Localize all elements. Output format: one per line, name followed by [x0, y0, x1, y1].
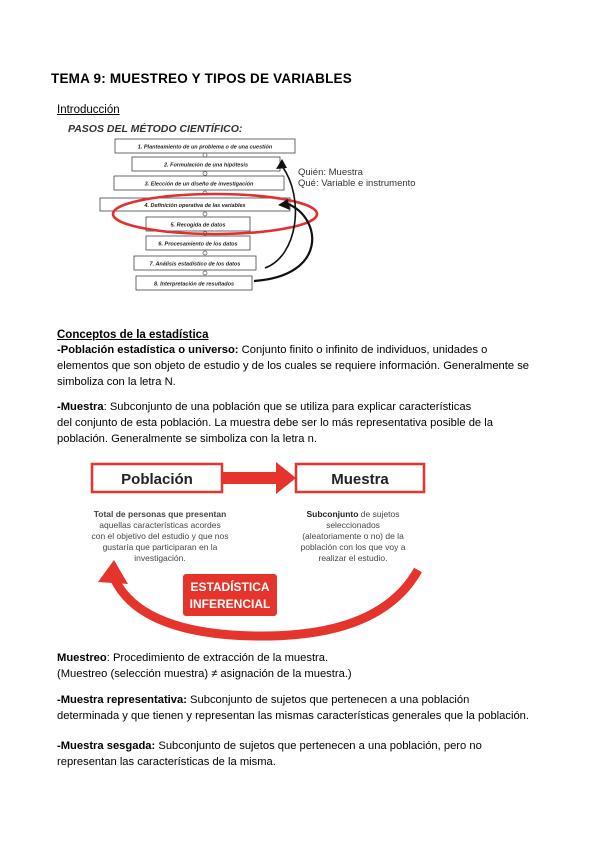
annotation-que: Qué: Variable e instrumento	[298, 178, 416, 189]
step-label-6: 6. Procesamiento de los datos	[158, 241, 238, 248]
sesgada-definition	[57, 738, 547, 770]
poblacion-desc-2: aquellas características acordes	[99, 520, 221, 530]
page-title: TEMA 9: MUESTREO Y TIPOS DE VARIABLES	[51, 71, 352, 86]
annotation-quien: Quién: Muestra	[298, 167, 363, 178]
step-label-8: 8. Interpretación de resultados	[153, 281, 235, 288]
step-label-4: 4. Definición operativa de las variables	[144, 203, 246, 209]
arrow-head	[276, 462, 296, 494]
muestra-definition	[57, 399, 547, 447]
svg-text:Total de personas que presenta	[94, 509, 227, 519]
step-label-3: 3. Elección de un diseño de investigación	[144, 181, 254, 188]
poblacion-definition	[57, 342, 547, 390]
muestra-text-2: del conjunto de esta población. La muestra debe ser lo más representativa posible de la	[57, 417, 493, 429]
muestra-text-3: población. Generalmente se simboliza con la letra n.	[57, 433, 317, 445]
muestra-desc-4: población con los que voy a	[300, 542, 406, 552]
muestreo-definition	[57, 650, 547, 682]
sesgada-text-2: representan las características de la misma.	[57, 756, 276, 768]
inference-arc-head	[98, 560, 128, 584]
arrow-shaft	[222, 472, 278, 484]
poblacion-desc-3: con el objetivo del estudio y que nos	[91, 531, 229, 541]
intro-heading: Introducción	[57, 104, 120, 116]
method-diagram-title: PASOS DEL MÉTODO CIENTÍFICO:	[68, 123, 243, 135]
concepts-heading: Conceptos de la estadística	[57, 329, 209, 341]
poblacion-text-1: Conjunto finito o infinito de individuos, unidades o	[238, 344, 488, 356]
muestreo-text-2: (Muestreo (selección muestra) ≠ asignación de la muestra.)	[57, 668, 352, 680]
muestra-desc-3: (aleatoriamente o no) de la	[302, 531, 404, 541]
scientific-method-diagram	[60, 118, 460, 296]
svg-text:Subconjunto de sujetos	[306, 509, 399, 519]
poblacion-desc-5: investigación.	[134, 553, 186, 563]
step-label-7: 7. Análisis estadístico de los datos	[149, 261, 241, 268]
muestreo-term: Muestreo	[57, 652, 107, 664]
muestra-desc-bold: Subconjunto	[306, 509, 359, 519]
inference-diagram	[80, 460, 520, 642]
poblacion-desc-1: Total de personas que presentan	[93, 509, 227, 519]
poblacion-text-2: elementos que son objeto de estudio y de los cuales se requiere información. Generalmente se	[57, 360, 530, 372]
muestreo-text-1: : Procedimiento de extracción de la muestra.	[106, 652, 329, 664]
step-label-1: 1. Planteamiento de un problema o de una cuestión	[137, 144, 273, 151]
step-label-2: 2. Formulación de una hipótesis	[163, 162, 249, 169]
poblacion-box-label: Población	[121, 471, 193, 488]
inferencial-line-1: ESTADÍSTICA	[190, 580, 270, 594]
muestra-desc-5: realizar el estudio.	[318, 553, 388, 563]
curved-arrow-lower	[254, 204, 312, 281]
poblacion-term: -Población estadística o universo:	[57, 344, 239, 356]
representativa-definition	[57, 692, 547, 724]
muestra-box-label: Muestra	[331, 471, 389, 488]
sesgada-term: -Muestra sesgada:	[57, 740, 156, 752]
muestra-desc-2: seleccionados	[326, 520, 380, 530]
muestra-desc-1: de sujetos	[358, 509, 400, 519]
poblacion-desc-4: gustaría que participaran en la	[102, 542, 218, 552]
representativa-term: -Muestra representativa:	[57, 694, 187, 706]
inferencial-line-2: INFERENCIAL	[189, 597, 271, 611]
step-label-5: 5. Recogida de datos	[170, 222, 226, 229]
muestra-text-1: : Subconjunto de una población que se utiliza para explicar características	[103, 401, 472, 413]
poblacion-text-3: simboliza con la letra N.	[57, 376, 176, 388]
representativa-text-2: determinada y que tienen y representan las mismas características generales que la población.	[57, 710, 529, 722]
sesgada-text-1: Subconjunto de sujetos que pertenecen a una población, pero no	[155, 740, 482, 752]
representativa-text-1: Subconjunto de sujetos que pertenecen a una población	[186, 694, 470, 706]
muestra-term: -Muestra	[57, 401, 104, 413]
